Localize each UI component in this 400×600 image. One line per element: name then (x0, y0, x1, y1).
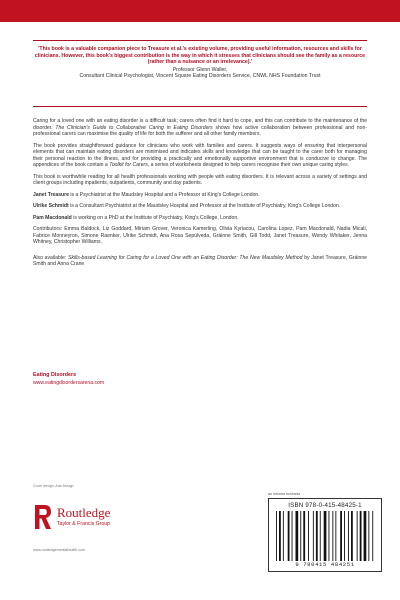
author-name: Pam Macdonald (33, 214, 72, 221)
barcode-bar (372, 511, 373, 561)
barcode-bar (335, 511, 336, 561)
barcode-bar (296, 511, 299, 561)
p1-book-title: The Clinician's Guide to Collaborative Caring in Eating Disorders (55, 124, 213, 131)
barcode-bar (283, 511, 284, 561)
publisher-logo (33, 501, 173, 541)
subject-category: Eating Disorders (33, 372, 77, 378)
informa-label: an informa business (268, 492, 301, 496)
routledge-r-icon (33, 503, 53, 531)
barcode-bar (320, 511, 321, 561)
barcode-bar (364, 511, 367, 561)
barcode-bar (288, 511, 290, 561)
quote-affiliation: Consultant Clinical Psychologist, Vincent Square Eating Disorders Service, CNWL NHS Foundation Trust (79, 73, 321, 80)
author-name: Janet Treasure (33, 191, 69, 198)
author-bio-3 (33, 215, 367, 222)
also-available-label: Also available: (33, 254, 68, 261)
barcode-bar (303, 511, 305, 561)
publisher-name: Routledge (57, 505, 111, 520)
p1-text-a: Caring for a loved one with an eating disorder is a difficult task; carers often find it hard to cope, and this can contribute to the maintenance of the disorder. (33, 118, 367, 131)
barcode-bar (313, 511, 314, 561)
barcode-bar (332, 511, 333, 561)
also-available-title: Skills-based Learning for Caring for a Loved One with an Eating Disorder: The New Maudsley Method (67, 254, 303, 261)
barcode-bar (368, 511, 369, 561)
barcode-block (268, 492, 382, 578)
barcode-digits: 9 780415 484251 (295, 561, 355, 568)
blurb-paragraph-1 (33, 118, 367, 138)
blurb (33, 118, 367, 273)
endorsement-quote (33, 46, 367, 80)
barcode-bar (279, 511, 281, 561)
author-bio-text: is working on a PhD at the Institute of Psychiatry, King's College, London. (71, 214, 239, 221)
barcode-bar (329, 511, 330, 561)
blurb-paragraph-3: This book is worthwhile reading for all health professionals working with people with eating disorders. It is relevant across a variety of settings and client groups including inpatients, outpatients, community and day patients. (33, 173, 367, 186)
p2-text-a: The book provides straightforward guidance for clinicians who work with families and carers. It suggests ways of ensuring that interpersonal elements that can maintain eating disorders are minimised and indicates skills and knowledge that can be taught to the carer both for managing their personal reaction to the illness, and for providing a practically and emotionally supportive environment that is conducive to change. The appendices of the book contain a (33, 142, 367, 168)
blurb-paragraph-2 (33, 143, 367, 169)
contributors-list: Contributors: Emma Baldock, Liz Goddard, Miriam Grover, Veronica Kamerling, Olivia Kyriacou, Carolina Lopez, Pam Macdonald, Nadia Micali, Fabrice Monneyron, Simone Raenker, Ulrike Schmidt, Ana Rosa Sepúlveda, Gráinne Smith, Gill Todd, Janet Treasure, Wendy Whitaker, Jenna Whitney, Christopher Williams. (33, 226, 367, 245)
barcode-bar (300, 511, 301, 561)
barcode-bar (324, 511, 327, 561)
quote-bottom-rule (33, 106, 367, 107)
author-bio-text: is a Psychiatrist at the Maudsley Hospital and a Professor at King's College London. (68, 191, 260, 198)
barcode-bar (316, 511, 318, 561)
barcode-box (268, 498, 382, 572)
also-available-authors: by Janet Treasure, Gráinne Smith and Anna Crane (33, 254, 367, 267)
isbn-number: ISBN 978-0-415-48425-1 (288, 502, 362, 509)
p2-toolkit-title: Toolkit for Carers (109, 162, 148, 168)
p2-text-b: , a series of worksheets designed to help carers recognise their own unique caring styles. (147, 162, 350, 168)
quote-author: Professor Glenn Waller, (172, 66, 228, 73)
author-bio-text: is a Consultant Psychiatrist at the Maudsley Hospital and Professor at the Institute of Psychiatry, King's College London. (68, 203, 341, 209)
cover-design-credit: Cover design: Aria Design (33, 484, 74, 488)
barcode-icon (273, 511, 377, 561)
barcode-bar (340, 511, 342, 561)
barcode-bar (357, 511, 358, 561)
barcode-bar (351, 511, 353, 561)
barcode-bar (292, 511, 293, 561)
barcode-bar (344, 511, 345, 561)
website-link[interactable]: www.eatingdisordersarena.com (33, 380, 105, 386)
author-name: Ulrike Schmidt (33, 203, 69, 209)
publisher-url[interactable]: www.routledgementalhealth.com (33, 548, 85, 552)
barcode-bar (360, 511, 362, 561)
barcode-bar (348, 511, 349, 561)
author-bio-2 (33, 203, 367, 210)
barcode-bar (308, 511, 309, 561)
author-bio-1 (33, 192, 367, 199)
also-available (33, 255, 367, 268)
barcode-bar (276, 511, 277, 561)
top-accent-bar (0, 0, 400, 22)
p1-text-b: shows how active collaboration between professional and non-professional carers can maximise the quality of life for both the sufferer and all other family members. (33, 124, 367, 137)
publisher-group: Taylor & Francis Group (57, 521, 111, 527)
quote-text: 'This book is a valuable companion piece to Treasure et al.'s existing volume, providing useful information, resources and skills for clinicians. However, this book's biggest contribution is the way in which it stresses that clinicians should see the family as a resource (rather than a nuisance or an irrelevance).' (34, 46, 366, 66)
quote-top-rule (33, 40, 367, 41)
